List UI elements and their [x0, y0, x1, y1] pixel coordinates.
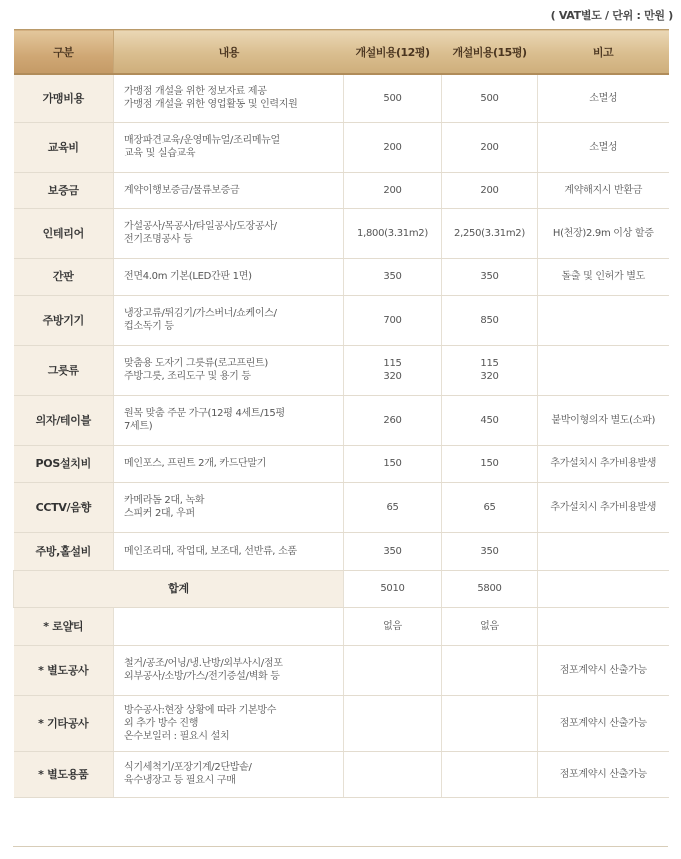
row-category: 그릇류: [14, 345, 114, 395]
cell-line: 외부공사/소방/가스/전기증설/벽화 등: [124, 671, 280, 682]
row-category: * 로얄티: [14, 607, 114, 645]
total-cost-15: 5800: [442, 570, 538, 607]
cell-line: 700: [383, 314, 402, 326]
table-row: [14, 645, 669, 695]
row-content: [114, 645, 344, 695]
cell-line: 115: [480, 358, 499, 369]
cell-line: 150: [383, 458, 402, 469]
cell-line: 맞춤용 도자기 그릇류(로고프린트): [124, 358, 269, 369]
cell-line: 없음: [383, 620, 402, 632]
row-cost-15: [442, 258, 538, 295]
row-category: * 별도공사: [14, 645, 114, 695]
row-cost-15: [442, 607, 538, 645]
row-category: POS설치비: [14, 445, 114, 482]
row-category: 주방기기: [14, 295, 114, 345]
row-cost-15: [442, 208, 538, 258]
row-note: 계약해지시 반환금: [538, 172, 669, 208]
cell-line: 메인조리대, 작업대, 보조대, 선반류, 소품: [124, 545, 297, 557]
row-cost-15: [442, 122, 538, 172]
table-row: [14, 607, 669, 645]
row-cost-12: [344, 645, 442, 695]
cell-line: 가설공사/목공사/타일공사/도장공사/: [124, 221, 277, 232]
cell-line: 350: [480, 271, 499, 282]
row-content: [114, 258, 344, 295]
row-content: [114, 395, 344, 445]
row-cost-15: [442, 695, 538, 751]
cell-line: 가맹점 개설을 위한 영업활동 및 인력지원: [124, 99, 298, 111]
header-content: 내용: [114, 30, 344, 75]
row-cost-12: [344, 172, 442, 208]
row-cost-15: [442, 74, 538, 122]
row-cost-15: [442, 395, 538, 445]
cell-line: 냉장고류/튀김기/가스버너/쇼케이스/: [124, 308, 277, 319]
table-row: [14, 445, 669, 482]
cell-line: 외 추가 방수 진행: [124, 717, 199, 729]
row-cost-12: [344, 482, 442, 532]
cell-line: 없음: [480, 620, 499, 632]
cell-line: 주방그릇, 조리도구 및 용기 등: [124, 371, 251, 382]
cell-line: 식기세척기/포장기계/2단밥솥/: [124, 762, 252, 773]
row-cost-12: [344, 445, 442, 482]
row-content: [114, 482, 344, 532]
cell-line: 매장파견교육/운영메뉴얼/조리메뉴얼: [124, 135, 280, 146]
cell-line: 115: [383, 358, 402, 369]
cell-line: 350: [383, 271, 402, 282]
cell-line: 200: [480, 141, 499, 153]
franchise-cost-table: [13, 29, 669, 798]
cell-line: 원목 맞춤 주문 가구(12평 4세트/15평: [124, 408, 285, 419]
row-content: [114, 295, 344, 345]
row-cost-15: [442, 532, 538, 570]
row-cost-12: [344, 74, 442, 122]
cell-line: 7세트): [124, 421, 153, 432]
total-note: [538, 570, 669, 607]
total-cost-12: 5010: [344, 570, 442, 607]
cell-line: 500: [480, 92, 499, 104]
row-category: CCTV/음향: [14, 482, 114, 532]
row-note: 점포계약시 산출가능: [538, 645, 669, 695]
cell-line: 200: [383, 141, 402, 153]
table-row: [14, 74, 669, 122]
row-cost-15: [442, 751, 538, 797]
row-content: [114, 607, 344, 645]
row-category: 가맹비용: [14, 74, 114, 122]
total-row: [14, 570, 669, 607]
cell-line: 메인포스, 프린트 2개, 카드단말기: [124, 458, 267, 469]
row-category: * 기타공사: [14, 695, 114, 751]
row-content: [114, 695, 344, 751]
cell-line: 500: [383, 92, 402, 104]
row-cost-15: [442, 482, 538, 532]
cell-line: 전기조명공사 등: [124, 234, 193, 245]
cell-line: 육수냉장고 등 필요시 구매: [124, 775, 236, 786]
row-content: [114, 208, 344, 258]
row-content: [114, 345, 344, 395]
table-row: [14, 172, 669, 208]
table-row: [14, 695, 669, 751]
row-cost-12: [344, 208, 442, 258]
table-row: [14, 295, 669, 345]
row-cost-12: [344, 258, 442, 295]
cell-line: 가맹점 개설을 위한 정보자료 제공: [124, 86, 267, 98]
table-row: [14, 122, 669, 172]
row-note: [538, 532, 669, 570]
cell-line: 스피커 2대, 우퍼: [124, 508, 195, 519]
cell-line: 850: [480, 314, 499, 326]
table-row: [14, 482, 669, 532]
total-label: 합계: [14, 570, 344, 607]
bottom-divider: [13, 846, 668, 847]
row-note: 붙박이형의자 별도(소파): [538, 395, 669, 445]
cell-line: 200: [480, 184, 499, 196]
row-content: [114, 122, 344, 172]
row-note: 추가설치시 추가비용발생: [538, 445, 669, 482]
row-content: [114, 445, 344, 482]
row-note: H(천장)2.9m 이상 할증: [538, 208, 669, 258]
row-cost-12: [344, 532, 442, 570]
cell-line: 65: [483, 501, 496, 513]
cell-line: 260: [383, 414, 402, 426]
table-row: [14, 395, 669, 445]
cell-line: 철거/공조/어닝/냉.난방/외부사시/점포: [124, 658, 283, 669]
row-category: 간판: [14, 258, 114, 295]
row-cost-15: [442, 345, 538, 395]
cell-line: 320: [480, 371, 499, 382]
row-note: 돌출 및 인허가 별도: [538, 258, 669, 295]
table-header-row: [14, 30, 669, 75]
cell-line: 카메라돔 2대, 녹화: [124, 495, 205, 506]
row-content: [114, 172, 344, 208]
row-category: 교육비: [14, 122, 114, 172]
cell-line: 2,250(3.31m2): [454, 227, 525, 239]
row-category: 주방,홀설비: [14, 532, 114, 570]
header-cost-15: 개설비용(15평): [442, 30, 538, 75]
header-note: 비고: [538, 30, 669, 75]
row-note: 소멸성: [538, 122, 669, 172]
cell-line: 컵소독기 등: [124, 321, 174, 332]
cell-line: 전면4.0m 기본(LED간판 1면): [124, 271, 252, 282]
row-category: * 별도용품: [14, 751, 114, 797]
cell-line: 방수공사:현장 상황에 따라 기본방수: [124, 704, 277, 716]
table-row: [14, 751, 669, 797]
cell-line: 1,800(3.31m2): [357, 227, 428, 239]
row-note: 추가설치시 추가비용발생: [538, 482, 669, 532]
table-body: [14, 74, 669, 797]
cell-line: 320: [383, 371, 402, 382]
row-cost-12: [344, 295, 442, 345]
row-note: 점포계약시 산출가능: [538, 695, 669, 751]
cell-line: 온수보일러 : 필요시 설치: [124, 730, 230, 742]
cell-line: 200: [383, 184, 402, 196]
row-cost-15: [442, 295, 538, 345]
table-row: [14, 208, 669, 258]
cell-line: 450: [480, 414, 499, 426]
row-cost-15: [442, 172, 538, 208]
row-category: 인테리어: [14, 208, 114, 258]
row-note: 소멸성: [538, 74, 669, 122]
cell-line: 계약이행보증금/물류보증금: [124, 184, 240, 196]
row-note: 점포계약시 산출가능: [538, 751, 669, 797]
cell-line: 350: [480, 545, 499, 557]
cell-line: 150: [480, 458, 499, 469]
header-cost-12: 개설비용(12평): [344, 30, 442, 75]
row-cost-12: [344, 751, 442, 797]
row-content: [114, 532, 344, 570]
row-cost-12: [344, 607, 442, 645]
cell-line: 65: [386, 501, 399, 513]
row-category: 보증금: [14, 172, 114, 208]
header-category: 구분: [14, 30, 114, 75]
row-content: [114, 74, 344, 122]
cell-line: 350: [383, 545, 402, 557]
row-note: [538, 345, 669, 395]
row-cost-12: [344, 395, 442, 445]
row-cost-12: [344, 122, 442, 172]
row-cost-12: [344, 695, 442, 751]
row-cost-15: [442, 645, 538, 695]
row-content: [114, 751, 344, 797]
unit-note: ( VAT별도 / 단위 : 만원 ): [550, 9, 673, 22]
row-note: [538, 607, 669, 645]
table-row: [14, 532, 669, 570]
row-cost-15: [442, 445, 538, 482]
table-row: [14, 345, 669, 395]
table-row: [14, 258, 669, 295]
row-category: 의자/테이블: [14, 395, 114, 445]
row-note: [538, 295, 669, 345]
row-cost-12: [344, 345, 442, 395]
cell-line: 교육 및 실습교육: [124, 148, 196, 159]
